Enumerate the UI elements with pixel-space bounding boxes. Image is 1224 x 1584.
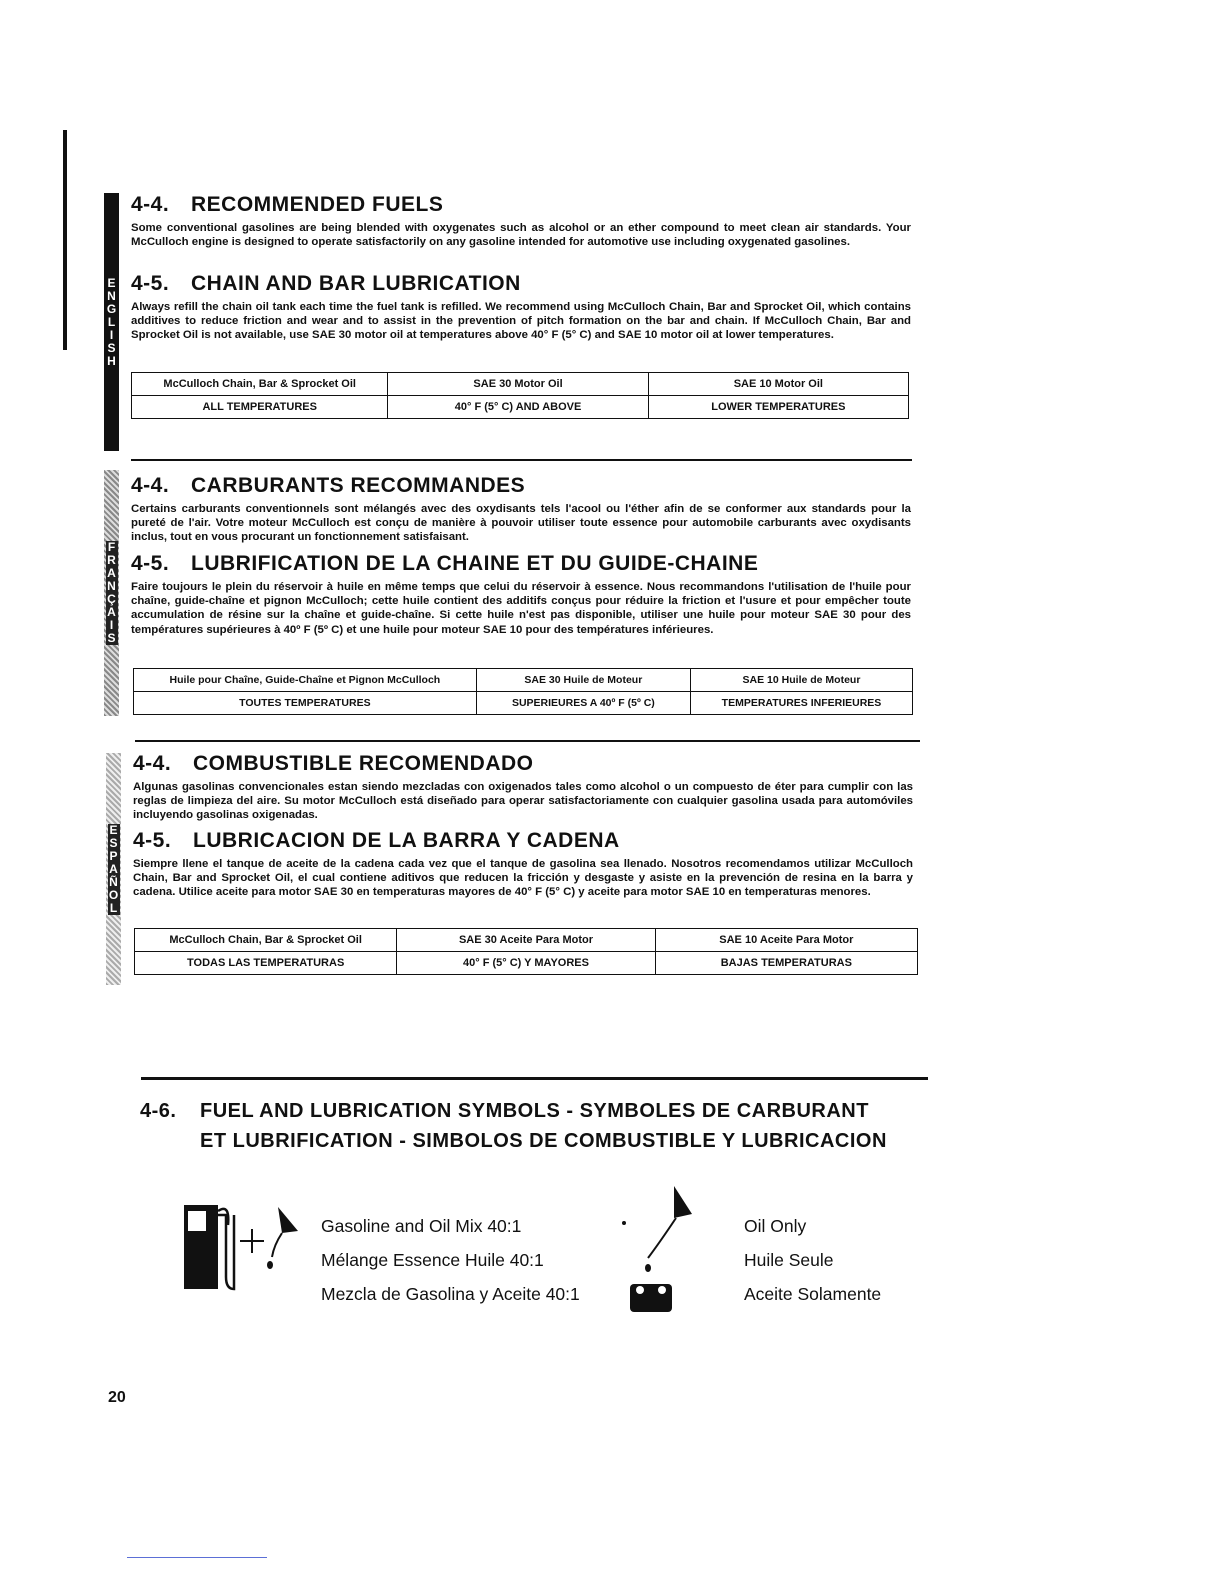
en-table-h1: McCulloch Chain, Bar & Sprocket Oil	[132, 373, 388, 396]
en-lube-text: Always refill the chain oil tank each time the fuel tank is refilled. We recommend using McCulloch Chain, Bar and Sprocket Oil, which contains additives to reduce friction and wear and to assist in the prevention of pitch formation on the bar and chain. If McCulloch Chain, Bar and Sprocket Oil is not available, use SAE 30 motor oil at temperatures above 40° F (5° C) and SAE 10 motor oil at lower temperatures.	[131, 301, 911, 342]
es-table-r2: 40° F (5° C) Y MAYORES	[397, 952, 655, 975]
symbols-heading	[140, 1096, 887, 1156]
en-table-r2: 40° F (5° C) AND ABOVE	[388, 396, 648, 419]
en-table-r1: ALL TEMPERATURES	[132, 396, 388, 419]
fr-table-r2: SUPERIEURES A 40º F (5º C)	[476, 692, 690, 715]
fr-fuels-number: 4-4.	[131, 474, 170, 497]
en-fuels-title: RECOMMENDED FUELS	[191, 193, 444, 216]
mix-en: Gasoline and Oil Mix 40:1	[321, 1216, 522, 1236]
fr-table-h3: SAE 10 Huile de Moteur	[690, 669, 912, 692]
tab-english-label: ENGLISH	[106, 275, 117, 368]
en-fuels-text: Some conventional gasolines are being blended with oxygenates such as alcohol or an ether compound to meet clean air standards. Your McCulloch engine is designed to operate satisfactorily on any gasoline intended for automotive use including oxygenated gasolines.	[131, 222, 911, 249]
tab-espanol	[106, 753, 121, 985]
oil-en: Oil Only	[744, 1216, 807, 1236]
symbols-title-line2: ET LUBRIFICATION - SIMBOLOS DE COMBUSTIBLE Y LUBRICACION	[200, 1130, 887, 1152]
es-lube-table	[134, 928, 918, 975]
fr-lube-title: LUBRIFICATION DE LA CHAINE ET DU GUIDE-CHAINE	[191, 552, 759, 575]
es-lube-number: 4-5.	[133, 829, 172, 852]
table-row	[132, 396, 909, 419]
es-fuels-title: COMBUSTIBLE RECOMENDADO	[193, 752, 534, 775]
footer-line	[127, 1557, 267, 1558]
es-table-r3: BAJAS TEMPERATURAS	[655, 952, 917, 975]
symbols-heading-line1	[140, 1096, 887, 1126]
es-table-h3: SAE 10 Aceite Para Motor	[655, 929, 917, 952]
mix-fr: Mélange Essence Huile 40:1	[321, 1250, 544, 1270]
en-lube-title: CHAIN AND BAR LUBRICATION	[191, 272, 521, 295]
fr-lube-text: Faire toujours le plein du réservoir à huile en même temps que celui du réservoir à essence. Nous recommandons l'utilisation de l'huile pour chaîne, guide-chaîne et pignon McCulloch; cette huile contient des additifs conçus pour réduire la friction et l'usure et pour empêcher toute accumulation de résine sur la chaîne et guide-chaîne. Si cette huile n'est pas disponible, utiliser une huile pour moteur SAE 30 pour des températures supérieures à 40º F (5º C) et une huile pour moteur SAE 10 pour des températures inférieures.	[131, 581, 911, 636]
divider-en-fr	[131, 459, 912, 461]
fr-lube-heading	[131, 552, 758, 576]
fr-table-h1: Huile pour Chaîne, Guide-Chaîne et Pignon McCulloch	[134, 669, 477, 692]
table-row	[135, 929, 918, 952]
es-lube-title: LUBRICACION DE LA BARRA Y CADENA	[193, 829, 620, 852]
oil-only-icon	[612, 1180, 702, 1320]
tab-espanol-label: ESPAÑOL	[108, 822, 119, 915]
symbols-heading-line2	[140, 1126, 887, 1156]
divider-symbols	[141, 1077, 928, 1080]
fr-lube-table	[133, 668, 913, 715]
es-lube-heading	[133, 829, 620, 853]
fr-fuels-title: CARBURANTS RECOMMANDES	[191, 474, 526, 497]
divider-fr-es	[135, 740, 920, 742]
table-row	[132, 373, 909, 396]
table-row	[134, 669, 913, 692]
fr-lube-number: 4-5.	[131, 552, 170, 575]
oil-fr: Huile Seule	[744, 1250, 834, 1270]
en-lube-table	[131, 372, 909, 419]
en-fuels-number: 4-4.	[131, 193, 170, 216]
es-fuels-heading	[133, 752, 534, 776]
en-table-h2: SAE 30 Motor Oil	[388, 373, 648, 396]
table-row	[135, 952, 918, 975]
oil-es: Aceite Solamente	[744, 1284, 882, 1304]
mix-es: Mezcla de Gasolina y Aceite 40:1	[321, 1284, 580, 1304]
fr-table-h2: SAE 30 Huile de Moteur	[476, 669, 690, 692]
fuel-oil-mix-icon	[178, 1185, 308, 1305]
page-number: 20	[108, 1389, 126, 1406]
en-lube-number: 4-5.	[131, 272, 170, 295]
tab-francais-label: FRANÇAIS	[107, 540, 116, 645]
fr-fuels-text: Certains carburants conventionnels sont mélangés avec des oxydisants tels l'acool ou l'éther afin de se conformer aux standards pour la pureté de l'air. Votre moteur McCulloch est conçu de manière à pouvoir utiliser toute essence pour automobile carburants avec oxydisants inclus, tout en vous procurant un fonctionnement satisfaisant.	[131, 503, 911, 544]
symbols-number: 4-6.	[140, 1100, 177, 1122]
en-table-h3: SAE 10 Motor Oil	[648, 373, 908, 396]
es-table-h2: SAE 30 Aceite Para Motor	[397, 929, 655, 952]
es-table-r1: TODAS LAS TEMPERATURAS	[135, 952, 397, 975]
fr-fuels-heading	[131, 474, 525, 498]
es-fuels-text: Algunas gasolinas convencionales estan siendo mezcladas con oxigenados tales como alcohol o un compuesto de éter para cumplir con las reglas de limpieza del aire. Su motor McCulloch está diseñado para operar satisfactoriamente con cualquier gasolina usada para automóviles incluyendo gasolinas oxigenadas.	[133, 781, 913, 822]
table-row	[134, 692, 913, 715]
tab-francais	[104, 470, 119, 716]
fr-table-r1: TOUTES TEMPERATURES	[134, 692, 477, 715]
fr-table-r3: TEMPERATURES INFERIEURES	[690, 692, 912, 715]
en-lube-heading	[131, 272, 521, 296]
es-table-h1: McCulloch Chain, Bar & Sprocket Oil	[135, 929, 397, 952]
tab-english	[104, 193, 119, 451]
en-table-r3: LOWER TEMPERATURES	[648, 396, 908, 419]
symbols-title-line1: FUEL AND LUBRICATION SYMBOLS - SYMBOLES DE CARBURANT	[200, 1100, 869, 1122]
margin-bar	[63, 130, 67, 350]
en-fuels-heading	[131, 193, 443, 217]
es-lube-text: Siempre llene el tanque de aceite de la cadena cada vez que el tanque de gasolina sea llenado. Nosotros recomendamos utilizar McCulloch Chain, Bar and Sprocket Oil, el cual contiene aditivos que reducen la fricción y desgaste y asiste en la prevención de resina en la barra y cadena. Utilice aceite para motor SAE 30 en temperaturas mayores de 40° F (5° C) y aceite para motor SAE 10 en temperaturas menores.	[133, 858, 913, 899]
es-fuels-number: 4-4.	[133, 752, 172, 775]
